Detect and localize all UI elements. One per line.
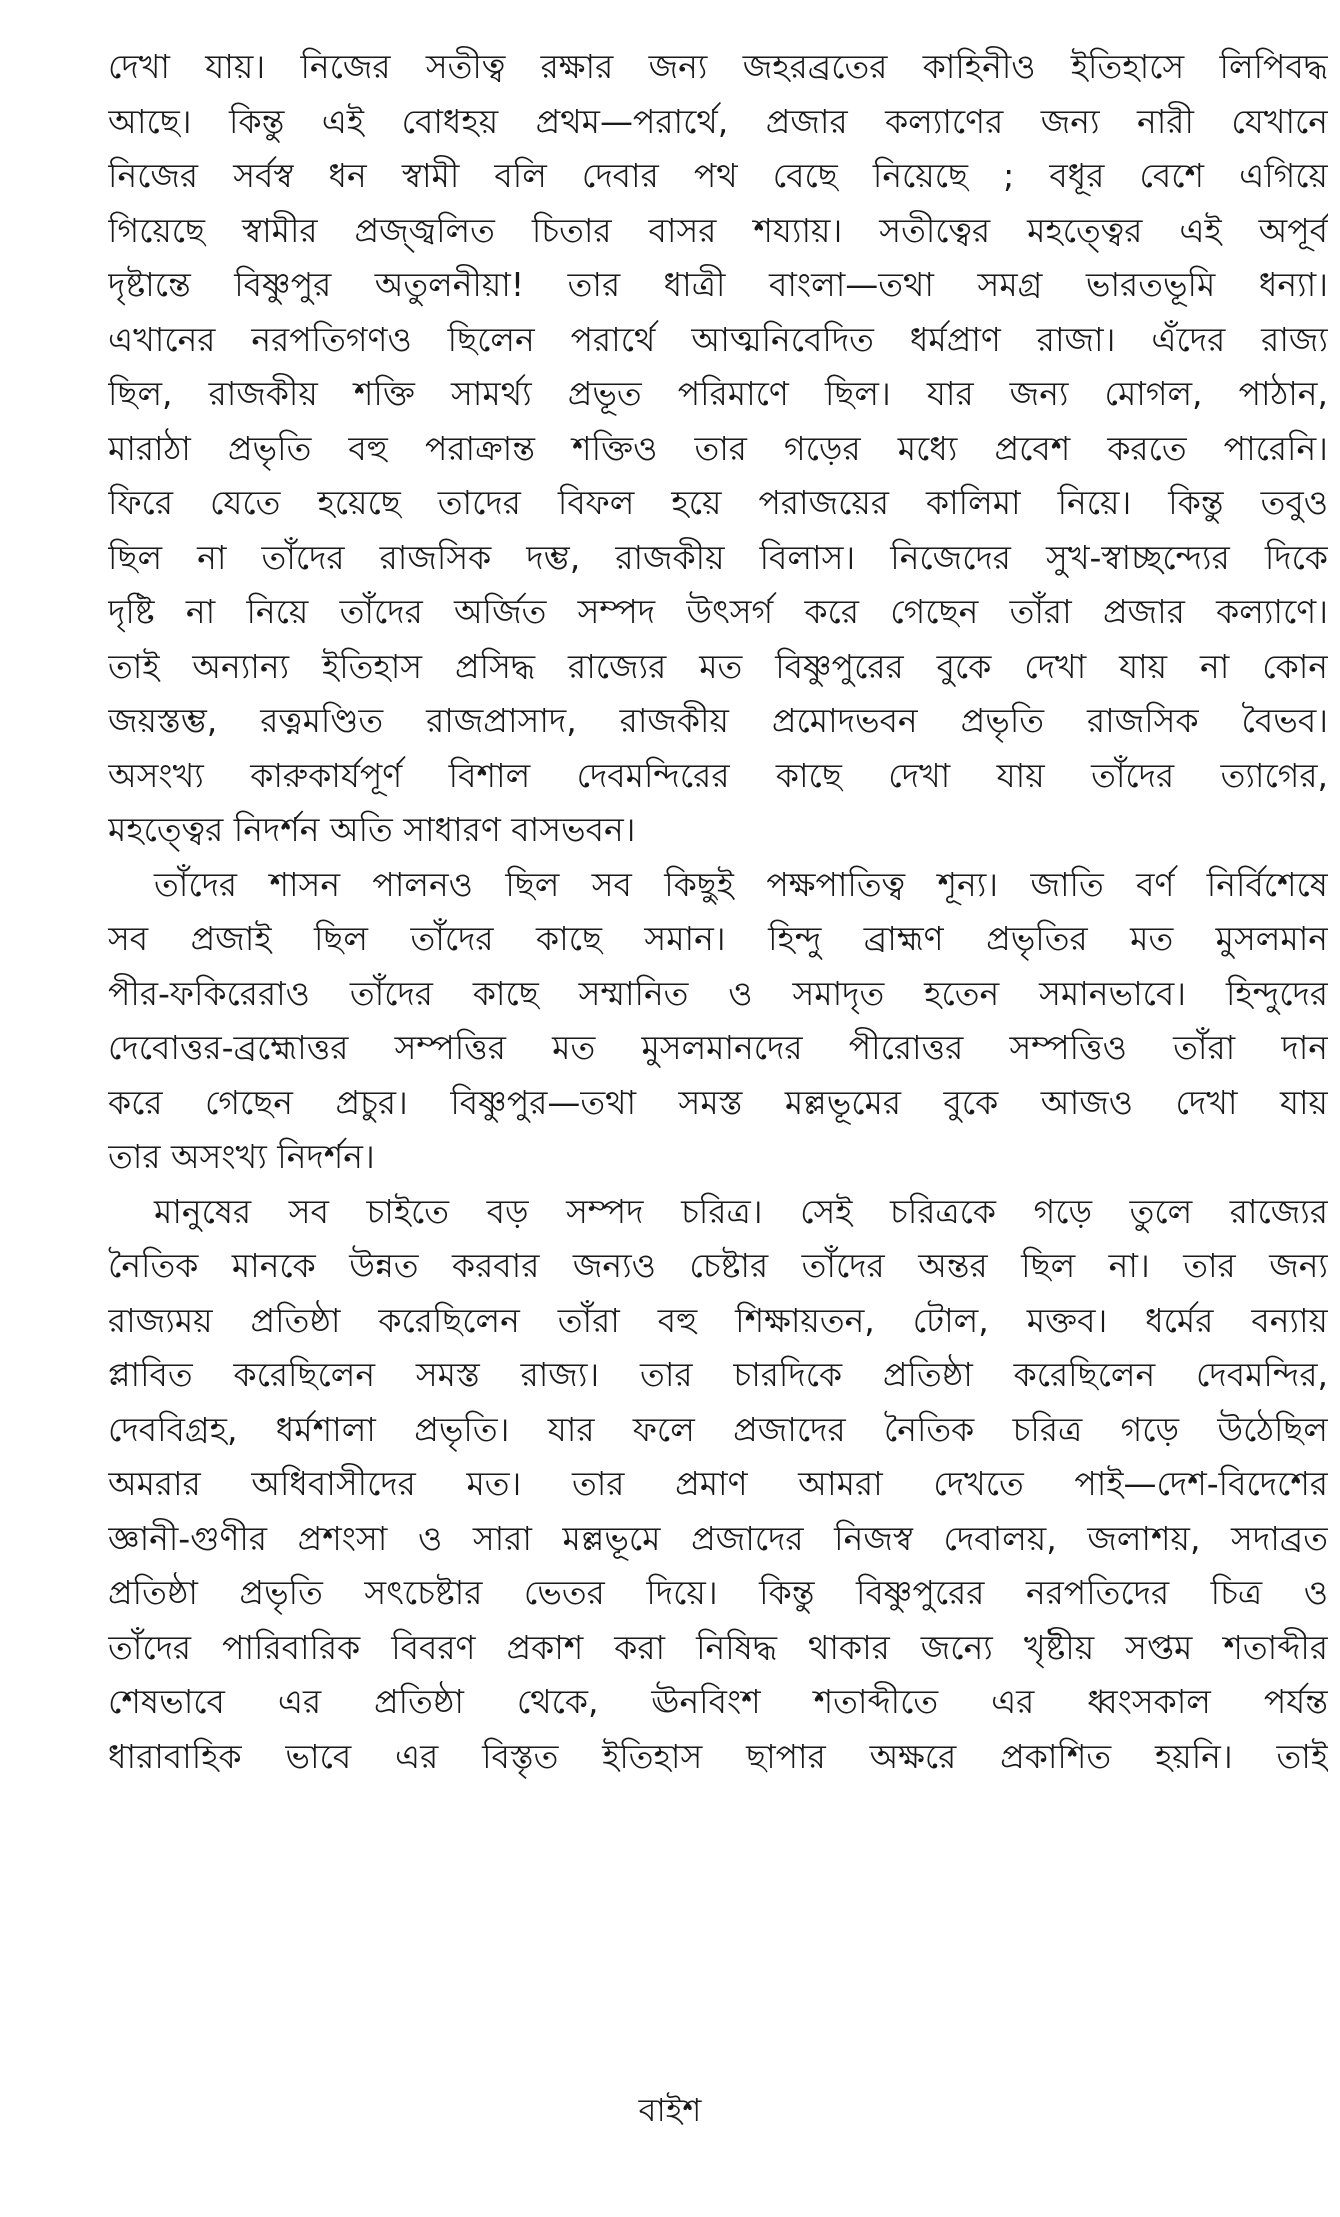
paragraph-2 — [108, 858, 1328, 1185]
text-line: মারাঠা প্রভৃতি বহু পরাক্রান্ত শক্তিও তার গড়ের মধ্যে প্রবেশ করতে পারেনি। — [108, 428, 1328, 468]
text-line: ছিল না তাঁদের রাজসিক দম্ভ, রাজকীয় বিলাস। নিজেদের সুখ-স্বাচ্ছন্দ্যের দিকে — [108, 537, 1328, 577]
paragraph-1 — [108, 40, 1328, 858]
text-line: রাজ্যময় প্রতিষ্ঠা করেছিলেন তাঁরা বহু শিক্ষায়তন, টোল, মক্তব। ধর্মের বন্যায় — [108, 1300, 1328, 1340]
text-line: এখানের নরপতিগণও ছিলেন পরার্থে আত্মনিবেদিত ধর্মপ্রাণ রাজা। এঁদের রাজ্য — [108, 319, 1328, 359]
text-line: নিজের সর্বস্ব ধন স্বামী বলি দেবার পথ বেছে নিয়েছে ; বধূর বেশে এগিয়ে — [108, 156, 1328, 195]
text-line: নৈতিক মানকে উন্নত করবার জন্যও চেষ্টার তাঁদের অন্তর ছিল না। তার জন্য — [108, 1246, 1328, 1285]
text-line: ধারাবাহিক ভাবে এর বিস্তৃত ইতিহাস ছাপার অক্ষরে প্রকাশিত হয়নি। তাই — [108, 1736, 1328, 1776]
text-line: প্লাবিত করেছিলেন সমস্ত রাজ্য। তার চারদিকে প্রতিষ্ঠা করেছিলেন দেবমন্দির, — [108, 1355, 1328, 1394]
text-line: দেববিগ্রহ, ধর্মশালা প্রভৃতি। যার ফলে প্রজাদের নৈতিক চরিত্র গড়ে উঠেছিল — [108, 1409, 1328, 1449]
body-text — [108, 40, 1328, 1784]
text-line: গিয়েছে স্বামীর প্রজ্জ্বলিত চিতার বাসর শয্যায়। সতীত্বের মহত্ত্বের এই অপূর্ব — [108, 210, 1328, 250]
paragraph-3 — [108, 1185, 1328, 1785]
text-line: মহত্ত্বের নিদর্শন অতি সাধারণ বাসভবন। — [108, 810, 636, 849]
text-line: দেখা যায়। নিজের সতীত্ব রক্ষার জন্য জহরব্রতের কাহিনীও ইতিহাসে লিপিবদ্ধ — [108, 47, 1328, 86]
text-line: করে গেছেন প্রচুর। বিষ্ণুপুর—তথা সমস্ত মল্লভূমের বুকে আজও দেখা যায় — [108, 1082, 1328, 1122]
text-line: ফিরে যেতে হয়েছে তাদের বিফল হয়ে পরাজয়ের কালিমা নিয়ে। কিন্তু তবুও — [108, 483, 1328, 522]
text-line: সব প্রজাই ছিল তাঁদের কাছে সমান। হিন্দু ব্রাহ্মণ প্রভৃতির মত মুসলমান — [108, 919, 1328, 958]
text-line: দৃষ্টি না নিয়ে তাঁদের অর্জিত সম্পদ উৎসর্গ করে গেছেন তাঁরা প্রজার কল্যাণে। — [108, 592, 1328, 631]
text-line: তাঁদের পারিবারিক বিবরণ প্রকাশ করা নিষিদ্ধ থাকার জন্যে খৃষ্টীয় সপ্তম শতাব্দীর — [108, 1627, 1328, 1667]
text-line: ছিল, রাজকীয় শক্তি সামর্থ্য প্রভূত পরিমাণে ছিল। যার জন্য মোগল, পাঠান, — [108, 374, 1328, 413]
text-line: অসংখ্য কারুকার্যপূর্ণ বিশাল দেবমন্দিরের কাছে দেখা যায় তাঁদের ত্যাগের, — [108, 755, 1328, 795]
text-line: তাই অন্যান্য ইতিহাস প্রসিদ্ধ রাজ্যের মত বিষ্ণুপুরের বুকে দেখা যায় না কোন — [108, 646, 1328, 686]
text-line: আছে। কিন্তু এই বোধহয় প্রথম—পরার্থে, প্রজার কল্যাণের জন্য নারী যেখানে — [108, 101, 1328, 141]
text-line: পীর-ফকিরেরাও তাঁদের কাছে সম্মানিত ও সমাদৃত হতেন সমানভাবে। হিন্দুদের — [108, 973, 1328, 1013]
text-line: জয়স্তম্ভ, রত্নমণ্ডিত রাজপ্রাসাদ, রাজকীয় প্রমোদভবন প্রভৃতি রাজসিক বৈভব। — [108, 701, 1328, 740]
text-line: শেষভাবে এর প্রতিষ্ঠা থেকে, ঊনবিংশ শতাব্দীতে এর ধ্বংসকাল পর্যন্ত — [108, 1682, 1328, 1721]
text-line: মানুষের সব চাইতে বড় সম্পদ চরিত্র। সেই চরিত্রকে গড়ে তুলে রাজ্যের — [154, 1191, 1328, 1231]
text-line: অমরার অধিবাসীদের মত। তার প্রমাণ আমরা দেখতে পাই—দেশ-বিদেশের — [108, 1464, 1328, 1503]
text-line: জ্ঞানী-গুণীর প্রশংসা ও সারা মল্লভূমে প্রজাদের নিজস্ব দেবালয়, জলাশয়, সদাব্রত — [108, 1518, 1328, 1558]
page-number: বাইশ — [638, 2091, 702, 2129]
text-line: দৃষ্টান্তে বিষ্ণুপুর অতুলনীয়া! তার ধাত্রী বাংলা—তথা সমগ্র ভারতভূমি ধন্যা। — [108, 265, 1328, 304]
text-line: তার অসংখ্য নিদর্শন। — [108, 1137, 375, 1176]
text-line: দেবোত্তর-ব্রহ্মোত্তর সম্পত্তির মত মুসলমানদের পীরোত্তর সম্পত্তিও তাঁরা দান — [108, 1028, 1328, 1067]
text-line: তাঁদের শাসন পালনও ছিল সব কিছুই পক্ষপাতিত্ব শূন্য। জাতি বর্ণ নির্বিশেষে — [154, 864, 1328, 904]
text-line: প্রতিষ্ঠা প্রভৃতি সৎচেষ্টার ভেতর দিয়ে। কিন্তু বিষ্ণুপুরের নরপতিদের চিত্র ও — [108, 1573, 1328, 1612]
